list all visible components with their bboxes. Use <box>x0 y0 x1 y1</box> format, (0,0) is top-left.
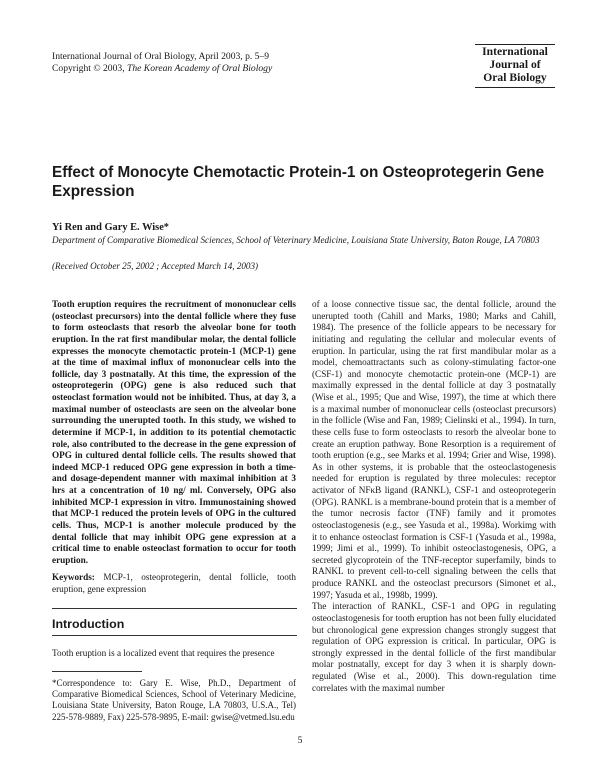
keywords-label: Keywords: <box>52 572 95 582</box>
copyright-line: Copyright © 2003, The Korean Academy of Oral Biology <box>52 62 273 74</box>
intro-first-line: Tooth eruption is a localized event that requires the presence <box>52 648 275 658</box>
section-rule-top <box>52 608 297 609</box>
journal-citation <box>52 51 382 74</box>
body-paragraph: The interaction of RANKL, CSF-1 and OPG in regulating osteoclastogenesis for tooth eruption has not been fully elucidated but chronological gene expression changes strongly suggest that regulation of OPG expression is critical. In particular, OPG is strongly expressed in the dental follicle of the first mandibular molar postnatally, except for day 3 when it is sharply down-regulated (Wise et al., 2000). This down-regulation time correlates with the maximal number <box>312 601 556 693</box>
journal-issue-line: International Journal of Oral Biology, April 2003, p. 5–9 <box>52 51 270 62</box>
body-column-right <box>312 299 556 694</box>
section-heading-introduction: Introduction <box>52 617 125 631</box>
journal-brand: International Journal of Oral Biology <box>482 45 548 85</box>
received-dates: (Received October 25, 2002 ; Accepted March 14, 2003) <box>52 261 259 271</box>
page-number: 5 <box>297 736 303 746</box>
authors: Yi Ren and Gary E. Wise* <box>52 222 170 233</box>
affiliation: Department of Comparative Biomedical Sciences, School of Veterinary Medicine, Louisiana State University, Baton Rouge, LA 70803 <box>52 235 540 245</box>
section-rule-bottom <box>52 635 297 636</box>
keywords-list: MCP-1, osteoprotegerin, dental follicle, tooth eruption, gene expression <box>52 572 296 594</box>
footnote-rule <box>52 671 142 672</box>
copyright-organization: The Korean Academy of Oral Biology <box>127 62 273 74</box>
correspondence-footnote: *Correspondence to: Gary E. Wise, Ph.D., Department of Comparative Biomedical Sciences, School of Veterinary Medicine, Louisiana State University, Baton Rouge, LA 70803, U.S.A., Tel) 225-578-9889, Fax) 225-578-9895, E-mail: gwise@vetmed.lsu.edu <box>52 678 296 722</box>
keywords <box>52 572 296 595</box>
copyright-symbol-icon: © <box>93 62 101 74</box>
article-title: Effect of Monocyte Chemotactic Protein-1 on Osteoprotegerin Gene Expression <box>52 164 545 200</box>
abstract: Tooth eruption requires the recruitment of mononuclear cells (osteoclast precursors) into the dental follicle where they fuse to form osteoclasts that resorb the alveolar bone for tooth eruption. In the rat first mandibular molar, the dental follicle expresses the monocyte chemotactic protein-1 (MCP-1) gene at the time of maximal influx of mononuclear cells into the follicle, day 3 postnatally. At this time, the expression of the osteoprotegerin (OPG) gene is also reduced such that osteoclast formation would not be inhibited. Thus, at day 3, a maximal number of osteoclasts are seen on the alveolar bone surrounding the unerupted tooth. In this study, we wished to determine if MCP-1, in addition to its potential chemotactic role, also contributed to the decrease in the gene expression of OPG in cultured dental follicle cells. The results showed that indeed MCP-1 reduced OPG gene expression in both a time- and dosage-dependent manner with maximal inhibition at 3 hrs at a concentration of 10 ng/ ml. Conversely, OPG also inhibited MCP-1 expression in vitro. Immunostaining showed that MCP-1 reduced the protein levels of OPG in the cultured cells. Thus, MCP-1 is another molecule produced by the dental follicle that may inhibit OPG gene expression at a critical time to enable osteoclast formation to occur for tooth eruption. <box>52 299 296 565</box>
brand-rule-bottom <box>475 87 555 88</box>
body-paragraph: of a loose connective tissue sac, the dental follicle, around the unerupted tooth (Cahill and Marks, 1980; Marks and Cahill, 1984). The presence of the follicle appears to be necessary for initiating and regulating the cellular and molecular events of eruption. In particular, using the rat first mandibular molar as a model, chemoattractants such as colony-stimulating factor-one (CSF-1) and monocyte chemotactic protein-one (MCP-1) are maximally expressed in the dental follicle at day 3 postnatally (Wise et al., 1995; Que and Wise, 1997), the time at which there is a maximal number of mononuclear cells (osteoclast precursors) in the follicle (Wise and Fan, 1989; Cielinski et al., 1994). In turn, these cells fuse to form osteoclasts to resorb the alveolar bone to create an eruption pathway. Bone Resorption is a requirement of tooth eruption (e.g., see Marks et al. 1994; Grier and Wise, 1998). As in other systems, it is probable that the osteoclastogenesis needed for eruption is regulated by three molecules: receptor activator of NFκB ligand (RANKL), CSF-1 and osteoprotegerin (OPG). RANKL is a membrane-bound protein that is a member of the tumor necrosis factor (TNF) family and it promotes osteoclastogenesis (e.g., see Yasuda et al., 1998a). Workimg with it to enhance osteoclast formation is CSF-1 (Yasuda et al., 1998a, 1999; Jimi et al., 1999). To inhibit osteoclastogenesis, OPG, a secreted glycoprotein of the TNF-receptor superfamily, binds to RANKL to prevent cell-to-cell signaling between the cells that produce RANKL and the osteoclast precursors (Simonet et al., 1997; Yasuda et al., 1998b, 1999). <box>312 299 556 600</box>
